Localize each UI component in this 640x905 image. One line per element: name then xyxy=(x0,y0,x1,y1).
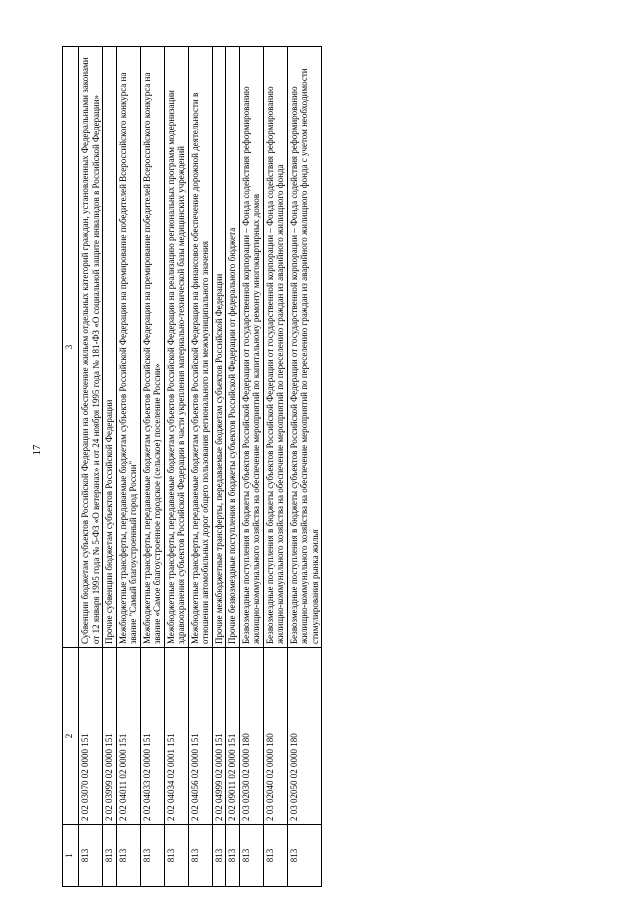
column-header-2: 2 xyxy=(63,648,79,825)
table-row xyxy=(103,47,117,887)
table-row xyxy=(164,47,188,887)
admin-code-cell: 813 xyxy=(287,825,322,887)
table-row xyxy=(287,47,322,887)
table-row xyxy=(79,47,103,887)
budget-code-cell: 2 02 04999 02 0000 151 xyxy=(212,648,226,825)
revenue-name-cell: Безвозмездные поступления в бюджеты субъектов Российской Федерации от государственной корпорации – Фонда содействия реформированию жилищно-коммунального хозяйства на обеспечение мероприятий по переселению граждан из аварийного жилищного фонда xyxy=(263,47,287,648)
budget-code-cell: 2 03 02030 02 0000 180 xyxy=(239,648,263,825)
admin-code-cell: 813 xyxy=(116,825,140,887)
budget-code-cell: 2 02 03999 02 0000 151 xyxy=(103,648,117,825)
budget-code-cell: 2 02 04033 02 0000 151 xyxy=(140,648,164,825)
revenue-name-cell: Межбюджетные трансферты, передаваемые бюджетам субъектов Российской Федерации на премирование победителей Всероссийского конкурса на звание "Самый благоустроенный город России" xyxy=(116,47,140,648)
admin-code-cell: 813 xyxy=(239,825,263,887)
revenue-name-cell: Безвозмездные поступления в бюджеты субъектов Российской Федерации от государственной корпорации – Фонда содействия реформированию жилищно-коммунального хозяйства на обеспечение мероприятий по капитальному ремонту многоквартирных домов xyxy=(239,47,263,648)
table-row xyxy=(226,47,240,887)
column-header-1: 1 xyxy=(63,825,79,887)
budget-code-cell: 2 02 04011 02 0000 151 xyxy=(116,648,140,825)
revenue-name-cell: Прочие субвенции бюджетам субъектов Российской Федерации xyxy=(103,47,117,648)
admin-code-cell: 813 xyxy=(79,825,103,887)
table-row xyxy=(212,47,226,887)
budget-code-cell: 2 03 02050 02 0000 180 xyxy=(287,648,322,825)
budget-code-cell: 2 02 03070 02 0000 151 xyxy=(79,648,103,825)
budget-code-cell: 2 02 04034 02 0001 151 xyxy=(164,648,188,825)
revenue-name-cell: Безвозмездные поступления в бюджеты субъектов Российской Федерации от государственной корпорации – Фонда содействия реформированию жилищно-коммунального хозяйства на обеспечение мероприятий по переселению граждан из аварийного жилищного фонда с учетом необходимости стимулирования рынка жилья xyxy=(287,47,322,648)
revenue-name-cell: Межбюджетные трансферты, передаваемые бюджетам субъектов Российской Федерации на премирование победителей Всероссийского конкурса на звание «Самое благоустроенное городское (сельское) поселение России» xyxy=(140,47,164,648)
admin-code-cell: 813 xyxy=(263,825,287,887)
admin-code-cell: 813 xyxy=(188,825,212,887)
revenue-name-cell: Межбюджетные трансферты, передаваемые бюджетам субъектов Российской Федерации на реализацию региональных программ модернизации здравоохранения субъектов Российской Федерации в части укрепления материально-технической базы медицинских учреждений xyxy=(164,47,188,648)
rotated-table-region xyxy=(62,47,324,887)
table-row xyxy=(188,47,212,887)
table-row xyxy=(263,47,287,887)
revenue-name-cell: Прочие безвозмездные поступления в бюджеты субъектов Российской Федерации от федерального бюджета xyxy=(226,47,240,648)
table-header-row xyxy=(63,47,79,887)
page-number: 17 xyxy=(31,444,43,456)
table-row xyxy=(116,47,140,887)
admin-code-cell: 813 xyxy=(212,825,226,887)
revenue-name-cell: Прочие межбюджетные трансферты, передаваемые бюджетам субъектов Российской Федерации xyxy=(212,47,226,648)
revenue-name-cell: Межбюджетные трансферты, передаваемые бюджетам субъектов Российской Федерации на финансовое обеспечение дорожной деятельности в отношении автомобильных дорог общего пользования регионального или межмуниципального значения xyxy=(188,47,212,648)
budget-code-cell: 2 03 02040 02 0000 180 xyxy=(263,648,287,825)
admin-code-cell: 813 xyxy=(164,825,188,887)
admin-code-cell: 813 xyxy=(226,825,240,887)
revenue-codes-table xyxy=(62,46,322,887)
table-body xyxy=(79,47,322,887)
budget-code-cell: 2 02 04056 02 0000 151 xyxy=(188,648,212,825)
admin-code-cell: 813 xyxy=(103,825,117,887)
column-header-3: 3 xyxy=(63,47,79,648)
budget-code-cell: 2 02 09011 02 0000 151 xyxy=(226,648,240,825)
admin-code-cell: 813 xyxy=(140,825,164,887)
table-row xyxy=(239,47,263,887)
revenue-name-cell: Субвенции бюджетам субъектов Российской Федерации на обеспечение жильем отдельных категорий граждан, установленных Федеральными законами от 12 января 1995 года № 5-ФЗ «О ветеранах» и от 24 ноября 1995 года № 181-ФЗ «О социальной защите инвалидов в Российской Федерации» xyxy=(79,47,103,648)
table-row xyxy=(140,47,164,887)
table-wrapper xyxy=(62,47,324,887)
